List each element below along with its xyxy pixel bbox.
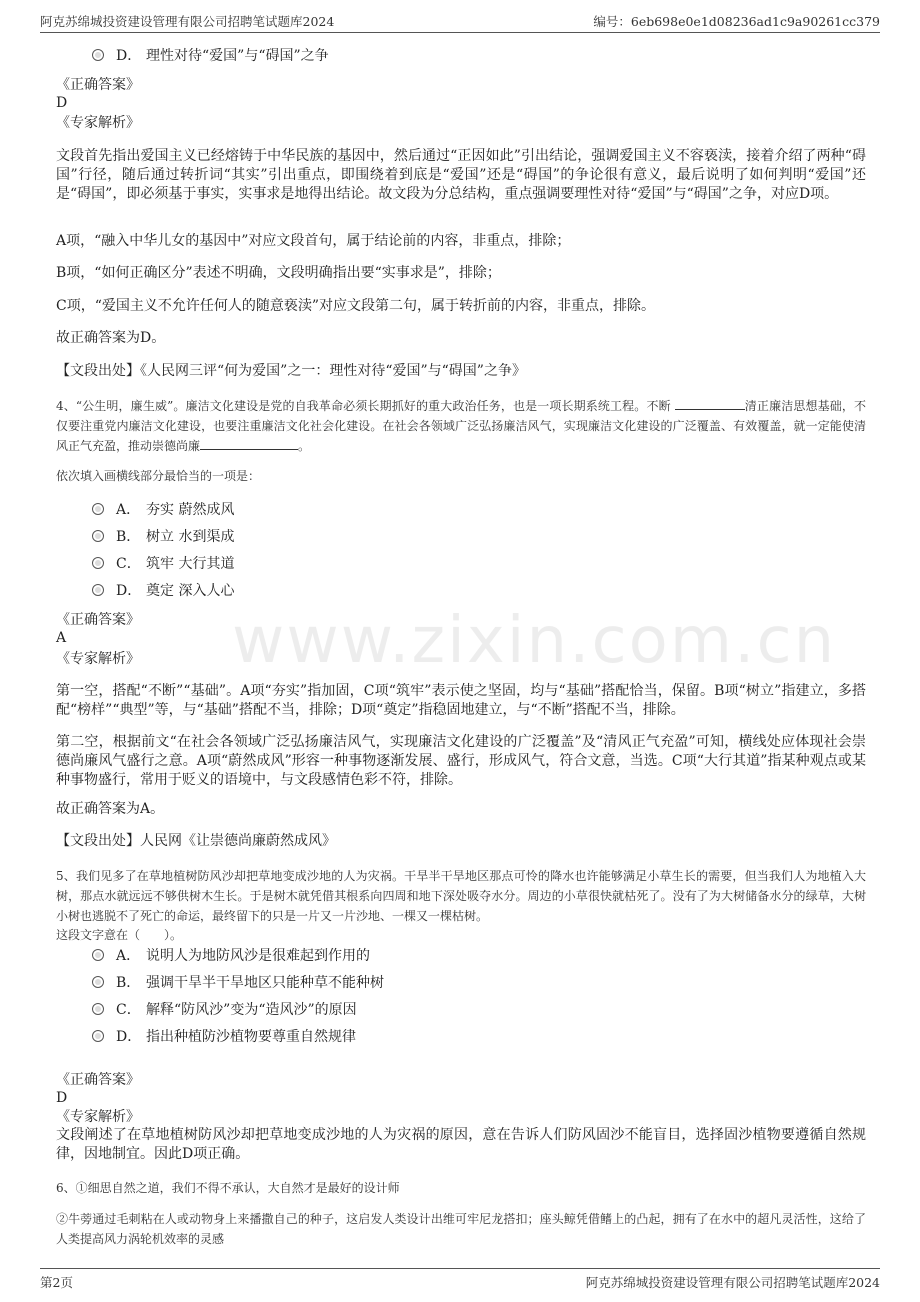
- radio-icon[interactable]: [92, 503, 104, 515]
- analysis-paragraph: A项，“融入中华儿女的基因中”对应文段首句，属于结论前的内容，非重点，排除；: [56, 233, 571, 249]
- analysis-paragraph: 第一空，搭配“不断”“基础”。A项“夯实”指加固，C项“筑牢”表示使之坚固，均与“基础”搭配恰当，保留。B项“树立”指建立，多搭配“榜样”“典型”等，与“基础”搭配不当，排除；D项“奠定”指稳固地建立，与“不断”搭配不当，排除。: [56, 683, 866, 718]
- analysis-label: 《专家解析》: [56, 115, 140, 131]
- radio-icon[interactable]: [92, 949, 104, 961]
- answer-label: 《正确答案》: [56, 77, 140, 93]
- q5-option-d[interactable]: D． 指出种植防沙植物要尊重自然规律: [92, 1027, 356, 1047]
- q3-option-d[interactable]: D． 理性对待“爱国”与“碍国”之争: [92, 46, 329, 66]
- q4-option-d[interactable]: D． 奠定 深入人心: [92, 581, 234, 601]
- footer-title: 阿克苏绵城投资建设管理有限公司招聘笔试题库2024: [585, 1275, 880, 1290]
- header-title: 阿克苏绵城投资建设管理有限公司招聘笔试题库2024: [40, 14, 335, 29]
- radio-icon[interactable]: [92, 557, 104, 569]
- radio-icon[interactable]: [92, 530, 104, 542]
- answer-value: D: [56, 95, 68, 111]
- analysis-label: 《专家解析》: [56, 1109, 140, 1125]
- q4-option-a[interactable]: A． 夯实 蔚然成风: [92, 500, 234, 520]
- answer-value: D: [56, 1090, 68, 1106]
- analysis-paragraph: B项，“如何正确区分”表述不明确，文段明确指出要“实事求是”，排除；: [56, 265, 501, 281]
- q5-option-b[interactable]: B． 强调干旱半干旱地区只能种草不能种树: [92, 973, 384, 993]
- source-note: 【文段出处】《人民网三评“何为爱国”之一：理性对待“爱国”与“碍国”之争》: [56, 363, 526, 379]
- question-prompt: 这段文字意在（ ）。: [56, 928, 183, 942]
- answer-value: A: [56, 630, 67, 646]
- question-stem: 5、我们见多了在草地植树防风沙却把草地变成沙地的人为灾祸。干旱半干旱地区那点可怜的降水也许能够满足小草生长的需要，但当我们人为地植入大树，那点水就远远不够供树木生长。于是树木就凭借其根系向四周和地下深处吸夺水分。周边的小草很快就枯死了。没有了为大树储备水分的绿草，大树小树也逃脱不了死亡的命运，最终留下的只是一片又一片沙地、一棵又一棵枯树。: [56, 869, 866, 923]
- fill-blank: [675, 397, 745, 410]
- question-stem: 6、①细思自然之道，我们不得不承认，大自然才是最好的设计师: [56, 1181, 400, 1195]
- analysis-paragraph: 文段阐述了在草地植树防风沙却把草地变成沙地的人为灾祸的原因，意在告诉人们防风固沙不能盲目，选择固沙植物要遵循自然规律，因地制宜。因此D项正确。: [56, 1127, 866, 1162]
- analysis-paragraph: 文段首先指出爱国主义已经熔铸于中华民族的基因中，然后通过“正因如此”引出结论，强调爱国主义不容亵渎，接着介绍了两种“碍国”行径，随后通过转折词“其实”引出重点，即围绕着到底是“爱国”还是“碍国”的争论很有意义，最后说明了如何判明“爱国”还是“碍国”，即必须基于事实，实事求是地得出结论。故文段为分总结构，重点强调要理性对待“爱国”与“碍国”之争，对应D项。: [56, 148, 866, 202]
- watermark: www.zixin.com.cn: [232, 604, 837, 678]
- analysis-paragraph: 故正确答案为D。: [56, 330, 166, 346]
- radio-icon[interactable]: [92, 1030, 104, 1042]
- radio-icon[interactable]: [92, 49, 104, 61]
- page-number: 第2页: [40, 1275, 73, 1290]
- q5-option-c[interactable]: C． 解释“防风沙”变为“造风沙”的原因: [92, 1000, 357, 1020]
- radio-icon[interactable]: [92, 584, 104, 596]
- answer-label: 《正确答案》: [56, 1072, 140, 1088]
- question-statement: ②牛蒡通过毛刺粘在人或动物身上来播撒自己的种子，这启发人类设计出维可牢尼龙搭扣；座头鲸凭借鳍上的凸起，拥有了在水中的超凡灵活性，这给了人类提高风力涡轮机效率的灵感: [56, 1212, 866, 1246]
- header-document-id: 编号：6eb698e0e1d08236ad1c9a90261cc379: [593, 14, 880, 29]
- q4-option-c[interactable]: C． 筑牢 大行其道: [92, 554, 234, 574]
- analysis-label: 《专家解析》: [56, 651, 140, 667]
- analysis-paragraph: 故正确答案为A。: [56, 801, 165, 817]
- analysis-paragraph: 第二空，根据前文“在社会各领域广泛弘扬廉洁风气，实现廉洁文化建设的广泛覆盖”及“清风正气充盈”可知，横线处应体现社会崇德尚廉风气盛行之意。A项“蔚然成风”形容一种事物逐渐发展、盛行，形成风气，符合文意，当选。C项“大行其道”指某种观点或某种事物盛行，常用于贬义的语境中，与文段感情色彩不符，排除。: [56, 734, 866, 788]
- page-header: [40, 12, 880, 33]
- q4-option-b[interactable]: B． 树立 水到渠成: [92, 527, 234, 547]
- page-footer: [40, 1268, 880, 1291]
- source-note: 【文段出处】人民网《让崇德尚廉蔚然成风》: [56, 833, 336, 849]
- question-stem: 4、“公生明，廉生威”。廉洁文化建设是党的自我革命必须长期抓好的重大政治任务，也是一项长期系统工程。不断 清正廉洁思想基础，不仅要注重党内廉洁文化建设，也要注重廉洁文化社会化建设。在社会各领域广泛弘扬廉洁风气，实现廉洁文化建设的广泛覆盖、有效覆盖，就一定能使清风正气充盈，推动崇德尚廉 。: [56, 399, 866, 453]
- analysis-paragraph: C项，“爱国主义不允许任何人的随意亵渎”对应文段第二句，属于转折前的内容，非重点，排除。: [56, 298, 656, 314]
- fill-blank: [200, 437, 298, 450]
- question-prompt: 依次填入画横线部分最恰当的一项是：: [56, 469, 261, 483]
- radio-icon[interactable]: [92, 976, 104, 988]
- radio-icon[interactable]: [92, 1003, 104, 1015]
- answer-label: 《正确答案》: [56, 612, 140, 628]
- q5-option-a[interactable]: A． 说明人为地防风沙是很难起到作用的: [92, 946, 370, 966]
